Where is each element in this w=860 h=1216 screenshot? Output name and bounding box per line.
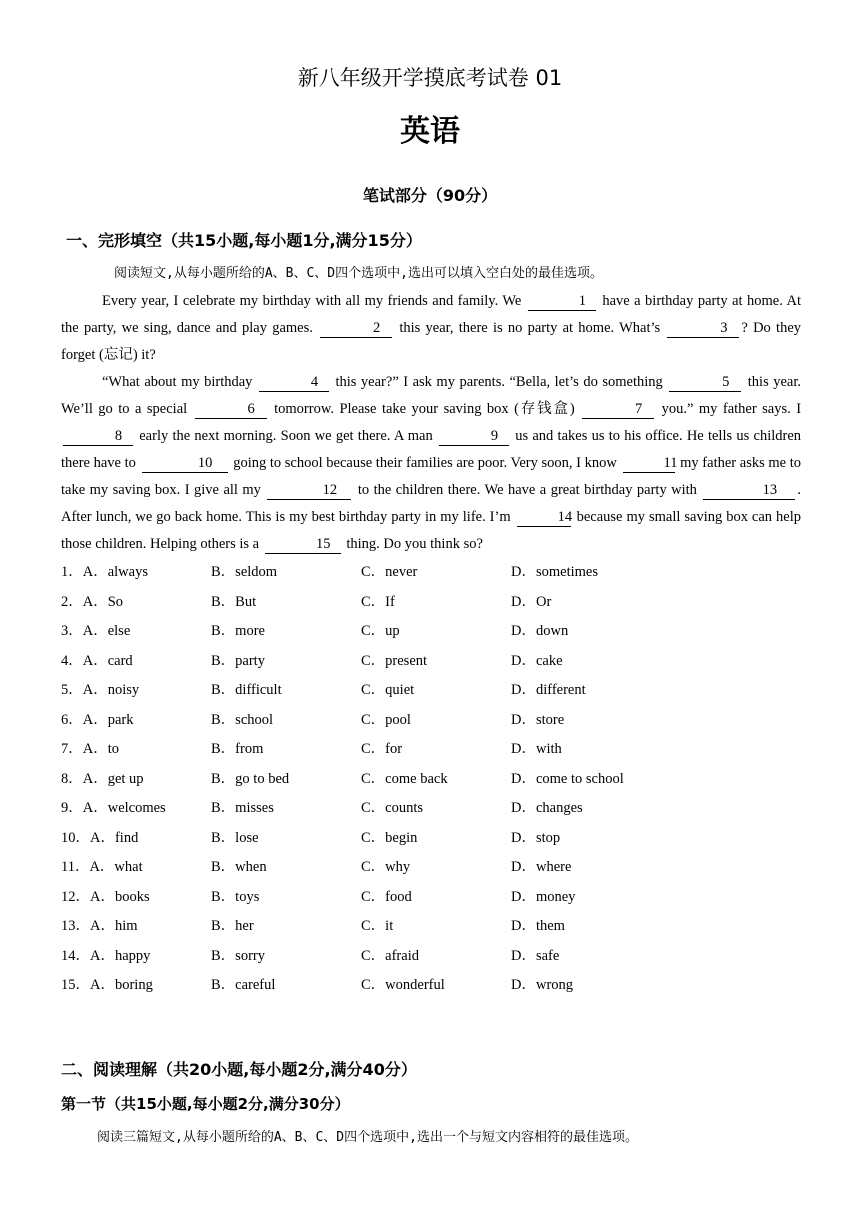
question-row bbox=[61, 793, 801, 823]
cloze-blank-9: 9 bbox=[439, 428, 509, 446]
cloze-blank-2: 2 bbox=[320, 320, 392, 338]
cloze-blank-13: 13 bbox=[703, 482, 795, 500]
option-b: B．difficult bbox=[211, 682, 282, 698]
cloze-blank-3: 3 bbox=[667, 320, 739, 338]
passage-text: you.” my father says. I bbox=[661, 401, 802, 417]
cloze-blank-7: 7 bbox=[582, 401, 654, 419]
option-a: 15．A．boring bbox=[61, 977, 153, 993]
option-b: B．more bbox=[211, 623, 265, 639]
option-b: B．party bbox=[211, 652, 265, 669]
cloze-blank-11: 11 bbox=[623, 455, 675, 473]
option-b: B．misses bbox=[211, 800, 274, 816]
question-row bbox=[61, 941, 801, 971]
exam-title: 新八年级开学摸底考试卷 01 bbox=[297, 66, 563, 90]
option-a: 8．A．get up bbox=[61, 770, 144, 787]
option-c: C．present bbox=[361, 652, 428, 669]
option-a: 6．A．park bbox=[61, 711, 134, 728]
option-d: D．Or bbox=[511, 593, 552, 610]
option-b: B．seldom bbox=[211, 564, 278, 580]
option-c: C．afraid bbox=[361, 947, 419, 964]
option-a: 7．A．to bbox=[61, 741, 119, 757]
option-a: 9．A．welcomes bbox=[61, 800, 166, 816]
question-row bbox=[61, 646, 801, 676]
cloze-blank-15: 15 bbox=[265, 536, 341, 554]
option-c: C．come back bbox=[361, 770, 448, 787]
option-c: C．quiet bbox=[361, 682, 415, 698]
option-a: 5．A．noisy bbox=[61, 682, 140, 698]
option-d: D．with bbox=[511, 741, 562, 757]
option-a: 11．A．what bbox=[61, 859, 143, 875]
option-b: B．her bbox=[211, 918, 254, 934]
option-d: D．cake bbox=[511, 652, 563, 669]
question-row bbox=[61, 823, 801, 853]
passage-text: have a birthday party at home. At the party, we sing, dance and play games. bbox=[61, 293, 802, 336]
option-c: C．for bbox=[361, 741, 403, 757]
option-d: D．them bbox=[511, 918, 565, 934]
section2-instruction: 阅读三篇短文,从每小题所给的A、B、C、D四个选项中,选出一个与短文内容相符的最佳选项。 bbox=[97, 1130, 638, 1145]
option-a: 2．A．So bbox=[61, 593, 124, 610]
cloze-blank-14: 14 bbox=[517, 509, 571, 527]
cloze-blank-4: 4 bbox=[259, 374, 329, 392]
option-a: 14．A．happy bbox=[61, 947, 151, 964]
passage-text: this year, there is no party at home. What’s bbox=[399, 320, 661, 336]
passage-paragraph-2 bbox=[61, 369, 801, 558]
passage-text: my father asks me to take my saving box. I give all my bbox=[61, 455, 801, 498]
option-b: B．sorry bbox=[211, 947, 265, 964]
option-c: C．begin bbox=[361, 829, 418, 846]
passage-text: ? Do they forget (忘记) it? bbox=[61, 320, 802, 363]
question-row bbox=[61, 970, 801, 1000]
question-row bbox=[61, 734, 801, 764]
section1-heading: 一、完形填空（共15小题,每小题1分,满分15分） bbox=[66, 231, 422, 250]
option-d: D．wrong bbox=[511, 977, 574, 993]
option-c: C．it bbox=[361, 918, 394, 934]
option-c: C．up bbox=[361, 623, 400, 639]
passage-text: thing. Do you think so? bbox=[346, 536, 483, 552]
option-c: C．counts bbox=[361, 800, 424, 816]
option-c: C．pool bbox=[361, 711, 411, 728]
question-row bbox=[61, 882, 801, 912]
question-row bbox=[61, 557, 801, 587]
option-b: B．school bbox=[211, 711, 274, 728]
option-d: D．down bbox=[511, 623, 569, 639]
cloze-blank-5: 5 bbox=[669, 374, 741, 392]
option-d: D．store bbox=[511, 711, 565, 728]
option-d: D．come to school bbox=[511, 770, 624, 787]
passage-text: . After lunch, we go back home. This is my best birthday party in my life. I’m bbox=[61, 482, 802, 525]
passage-text: Every year, I celebrate my birthday with all my friends and family. We bbox=[102, 293, 522, 309]
passage-text: going to school because their families are poor. Very soon, I know bbox=[233, 455, 617, 471]
cloze-blank-1: 1 bbox=[528, 293, 596, 311]
section2-subheading: 第一节（共15小题,每小题2分,满分30分） bbox=[61, 1095, 350, 1113]
option-d: D．sometimes bbox=[511, 564, 598, 580]
cloze-blank-10: 10 bbox=[142, 455, 228, 473]
question-row bbox=[61, 675, 801, 705]
section2-heading: 二、阅读理解（共20小题,每小题2分,满分40分） bbox=[61, 1060, 417, 1079]
option-b: B．toys bbox=[211, 888, 260, 905]
subject-title: 英语 bbox=[400, 114, 460, 149]
question-row bbox=[61, 911, 801, 941]
cloze-blank-8: 8 bbox=[63, 428, 133, 446]
option-b: B．when bbox=[211, 859, 267, 875]
option-d: D．where bbox=[511, 859, 572, 875]
question-row bbox=[61, 764, 801, 794]
part-title: 笔试部分（90分） bbox=[362, 186, 498, 205]
option-b: B．lose bbox=[211, 829, 259, 846]
option-d: D．safe bbox=[511, 947, 560, 964]
passage-text: this year?” I ask my parents. “Bella, let’s do something bbox=[335, 374, 663, 390]
cloze-blank-12: 12 bbox=[267, 482, 351, 500]
question-row bbox=[61, 705, 801, 735]
option-b: B．careful bbox=[211, 977, 276, 993]
option-b: B．But bbox=[211, 593, 257, 610]
option-d: D．different bbox=[511, 682, 586, 698]
option-a: 10．A．find bbox=[61, 829, 139, 846]
section1-instruction: 阅读短文,从每小题所给的A、B、C、D四个选项中,选出可以填入空白处的最佳选项。 bbox=[114, 266, 603, 281]
option-c: C．never bbox=[361, 564, 418, 580]
passage-text: us and takes us to his office. He tells us children there have to bbox=[61, 428, 802, 471]
option-c: C．why bbox=[361, 859, 411, 875]
option-b: B．from bbox=[211, 741, 264, 757]
question-options-list bbox=[61, 557, 801, 1000]
question-row bbox=[61, 587, 801, 617]
cloze-blank-6: 6 bbox=[195, 401, 267, 419]
option-c: C．wonderful bbox=[361, 977, 445, 993]
question-row bbox=[61, 616, 801, 646]
option-a: 1．A．always bbox=[61, 564, 148, 580]
passage-text: this year. We’ll go to a special bbox=[61, 374, 802, 417]
option-d: D．stop bbox=[511, 829, 561, 846]
passage-text: to the children there. We have a great birthday party with bbox=[357, 482, 697, 498]
option-c: C．food bbox=[361, 888, 412, 905]
passage-text: “What about my birthday bbox=[102, 374, 253, 390]
passage-text: because my small saving box can help those children. Helping others is a bbox=[61, 509, 801, 552]
option-a: 12．A．books bbox=[61, 888, 150, 905]
option-c: C．If bbox=[361, 593, 395, 610]
option-a: 4．A．card bbox=[61, 652, 133, 669]
question-row bbox=[61, 852, 801, 882]
passage-paragraph-1 bbox=[61, 288, 801, 369]
option-d: D．changes bbox=[511, 800, 583, 816]
passage-text: early the next morning. Soon we get there. A man bbox=[139, 428, 433, 444]
option-d: D．money bbox=[511, 888, 576, 905]
cloze-passage bbox=[61, 288, 801, 558]
option-a: 3．A．else bbox=[61, 623, 131, 639]
option-b: B．go to bed bbox=[211, 770, 290, 787]
passage-text: tomorrow. Please take your saving box (存钱盒) bbox=[274, 401, 575, 417]
option-a: 13．A．him bbox=[61, 918, 138, 934]
